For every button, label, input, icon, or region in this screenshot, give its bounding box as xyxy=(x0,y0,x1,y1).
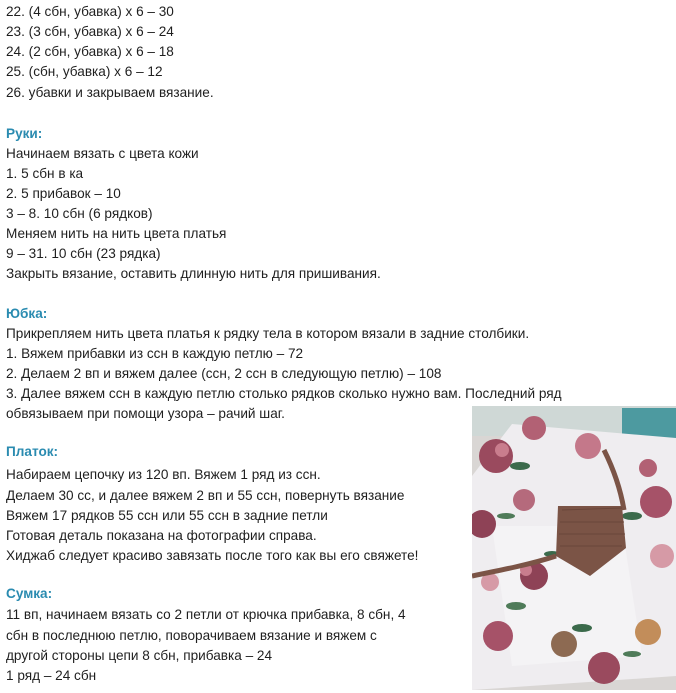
skirt-line: 2. Делаем 2 вп и вяжем далее (ссн, 2 ссн в следующую петлю) – 108 xyxy=(6,366,442,381)
bag-line: другой стороны цепи 8 сбн, прибавка – 24 xyxy=(6,648,273,663)
bag-line: сбн в последнюю петлю, поворачиваем вязание и вяжем с xyxy=(6,628,377,643)
scarf-photo xyxy=(472,406,676,690)
arms-line: 2. 5 прибавок – 10 xyxy=(6,186,121,201)
skirt-line: обвязываем при помощи узора – рачий шаг. xyxy=(6,406,285,421)
arms-line: 3 – 8. 10 сбн (6 рядков) xyxy=(6,206,153,221)
row-26: 26. убавки и закрываем вязание. xyxy=(6,85,214,100)
skirt-line: 1. Вяжем прибавки из ссн в каждую петлю – 72 xyxy=(6,346,304,361)
arms-line: 1. 5 сбн в ка xyxy=(6,166,84,181)
scarf-line: Хиджаб следует красиво завязать после того как вы его свяжете! xyxy=(6,548,419,563)
section-heading-bag: Сумка: xyxy=(6,586,53,601)
row-25: 25. (сбн, убавка) х 6 – 12 xyxy=(6,64,163,79)
section-heading-skirt: Юбка: xyxy=(6,306,48,321)
section-heading-arms: Руки: xyxy=(6,126,43,141)
skirt-line: Прикрепляем нить цвета платья к рядку тела в котором вязали в задние столбики. xyxy=(6,326,530,341)
row-24: 24. (2 сбн, убавка) х 6 – 18 xyxy=(6,44,174,59)
bag-line: 11 вп, начинаем вязать со 2 петли от крючка прибавка, 8 сбн, 4 xyxy=(6,607,406,622)
arms-line: 9 – 31. 10 сбн (23 рядка) xyxy=(6,246,161,261)
arms-line: Закрыть вязание, оставить длинную нить для пришивания. xyxy=(6,266,381,281)
row-23: 23. (3 сбн, убавка) х 6 – 24 xyxy=(6,24,174,39)
arms-line: Начинаем вязать с цвета кожи xyxy=(6,146,199,161)
arms-line: Меняем нить на нить цвета платья xyxy=(6,226,227,241)
scarf-line: Вяжем 17 рядков 55 ссн или 55 ссн в задние петли xyxy=(6,508,328,523)
scarf-line: Делаем 30 сс, и далее вяжем 2 вп и 55 ссн, повернуть вязание xyxy=(6,488,405,503)
bag-line: 1 ряд – 24 сбн xyxy=(6,668,97,683)
scarf-line: Готовая деталь показана на фотографии справа. xyxy=(6,528,317,543)
section-heading-scarf: Платок: xyxy=(6,444,59,459)
scarf-line: Набираем цепочку из 120 вп. Вяжем 1 ряд из ссн. xyxy=(6,467,321,482)
row-22: 22. (4 сбн, убавка) х 6 – 30 xyxy=(6,4,174,19)
scarf-photo-illustration xyxy=(472,406,676,690)
skirt-line: 3. Далее вяжем ссн в каждую петлю столько рядков сколько нужно вам. Последний ряд xyxy=(6,386,562,401)
